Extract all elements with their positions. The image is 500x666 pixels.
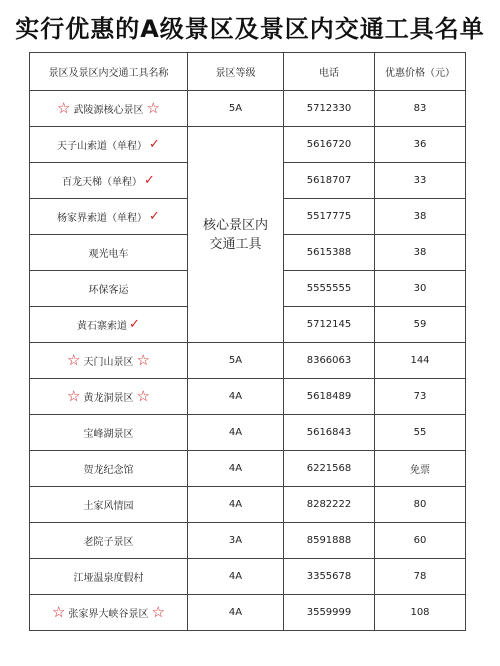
check-icon: ✓ (144, 173, 155, 188)
header-price: 优惠价格（元） (375, 53, 466, 91)
scenic-name-cell (30, 379, 188, 415)
phone-cell: 5517775 (284, 199, 375, 235)
phone-cell: 5615388 (284, 235, 375, 271)
scenic-name: 百龙天梯（单程） (62, 177, 143, 188)
table-row (30, 343, 466, 379)
header-name: 景区及景区内交通工具名称 (30, 53, 188, 91)
discount-table (29, 52, 466, 631)
scenic-name: 天子山索道（单程） (57, 141, 148, 152)
scenic-name-cell (30, 235, 188, 271)
table-row (30, 379, 466, 415)
scenic-name-cell (30, 523, 188, 559)
scenic-name-cell (30, 199, 188, 235)
scenic-name-cell (30, 343, 188, 379)
scenic-name-cell (30, 415, 188, 451)
scenic-name: 杨家界索道（单程） (57, 213, 148, 224)
price-cell: 108 (375, 595, 466, 631)
phone-cell: 5618489 (284, 379, 375, 415)
level-cell: 5A (188, 343, 284, 379)
star-icon: ☆ (52, 603, 66, 621)
level-cell: 4A (188, 595, 284, 631)
scenic-name-cell (30, 595, 188, 631)
header-level: 景区等级 (188, 53, 284, 91)
scenic-name-cell (30, 559, 188, 595)
scenic-name: 贺龙纪念馆 (83, 465, 134, 476)
scenic-name: 江垭温泉度假村 (73, 573, 144, 584)
phone-cell: 5618707 (284, 163, 375, 199)
check-icon: ✓ (129, 317, 140, 332)
table-row (30, 451, 466, 487)
table-row (30, 127, 466, 163)
price-cell: 73 (375, 379, 466, 415)
phone-cell: 5616843 (284, 415, 375, 451)
scenic-name: 黄石寨索道 (77, 321, 128, 332)
scenic-name: 土家风情园 (83, 501, 134, 512)
price-cell: 59 (375, 307, 466, 343)
table-row (30, 415, 466, 451)
table-header-row (30, 53, 466, 91)
phone-cell: 5712330 (284, 91, 375, 127)
scenic-name: 张家界大峡谷景区 (68, 609, 149, 620)
check-icon: ✓ (149, 209, 160, 224)
level-cell: 4A (188, 415, 284, 451)
scenic-name-cell (30, 307, 188, 343)
level-cell: 4A (188, 487, 284, 523)
scenic-name: 环保客运 (88, 285, 129, 296)
phone-cell: 5555555 (284, 271, 375, 307)
scenic-name: 武陵源核心景区 (73, 105, 144, 116)
price-cell: 83 (375, 91, 466, 127)
price-cell: 60 (375, 523, 466, 559)
phone-cell: 5712145 (284, 307, 375, 343)
scenic-name: 观光电车 (88, 249, 129, 260)
header-phone: 电话 (284, 53, 375, 91)
price-cell: 免票 (375, 451, 466, 487)
scenic-name-cell (30, 163, 188, 199)
table-row (30, 595, 466, 631)
merged-level-cell: 核心景区内交通工具 (188, 127, 284, 343)
scenic-name: 天门山景区 (83, 357, 134, 368)
scenic-name-cell (30, 91, 188, 127)
table-row (30, 559, 466, 595)
phone-cell: 3355678 (284, 559, 375, 595)
level-cell: 4A (188, 559, 284, 595)
star-icon: ☆ (136, 351, 150, 369)
star-icon: ☆ (57, 99, 71, 117)
price-cell: 144 (375, 343, 466, 379)
star-icon: ☆ (146, 99, 160, 117)
check-icon: ✓ (149, 137, 160, 152)
level-cell: 3A (188, 523, 284, 559)
price-cell: 80 (375, 487, 466, 523)
price-cell: 38 (375, 235, 466, 271)
phone-cell: 8282222 (284, 487, 375, 523)
table-row (30, 487, 466, 523)
price-cell: 55 (375, 415, 466, 451)
table-row (30, 523, 466, 559)
scenic-name: 宝峰湖景区 (83, 429, 134, 440)
phone-cell: 5616720 (284, 127, 375, 163)
phone-cell: 8366063 (284, 343, 375, 379)
scenic-name: 黄龙洞景区 (83, 393, 134, 404)
scenic-name-cell (30, 487, 188, 523)
phone-cell: 6221568 (284, 451, 375, 487)
price-cell: 33 (375, 163, 466, 199)
phone-cell: 3559999 (284, 595, 375, 631)
price-cell: 78 (375, 559, 466, 595)
star-icon: ☆ (136, 387, 150, 405)
level-cell: 5A (188, 91, 284, 127)
level-cell: 4A (188, 451, 284, 487)
star-icon: ☆ (67, 351, 81, 369)
table-row (30, 91, 466, 127)
star-icon: ☆ (151, 603, 165, 621)
price-cell: 36 (375, 127, 466, 163)
phone-cell: 8591888 (284, 523, 375, 559)
scenic-name-cell (30, 127, 188, 163)
star-icon: ☆ (67, 387, 81, 405)
page-title: 实行优惠的A级景区及景区内交通工具名单 (15, 14, 485, 43)
level-cell: 4A (188, 379, 284, 415)
scenic-name-cell (30, 451, 188, 487)
scenic-name: 老院子景区 (83, 537, 134, 548)
price-cell: 30 (375, 271, 466, 307)
scenic-name-cell (30, 271, 188, 307)
price-cell: 38 (375, 199, 466, 235)
